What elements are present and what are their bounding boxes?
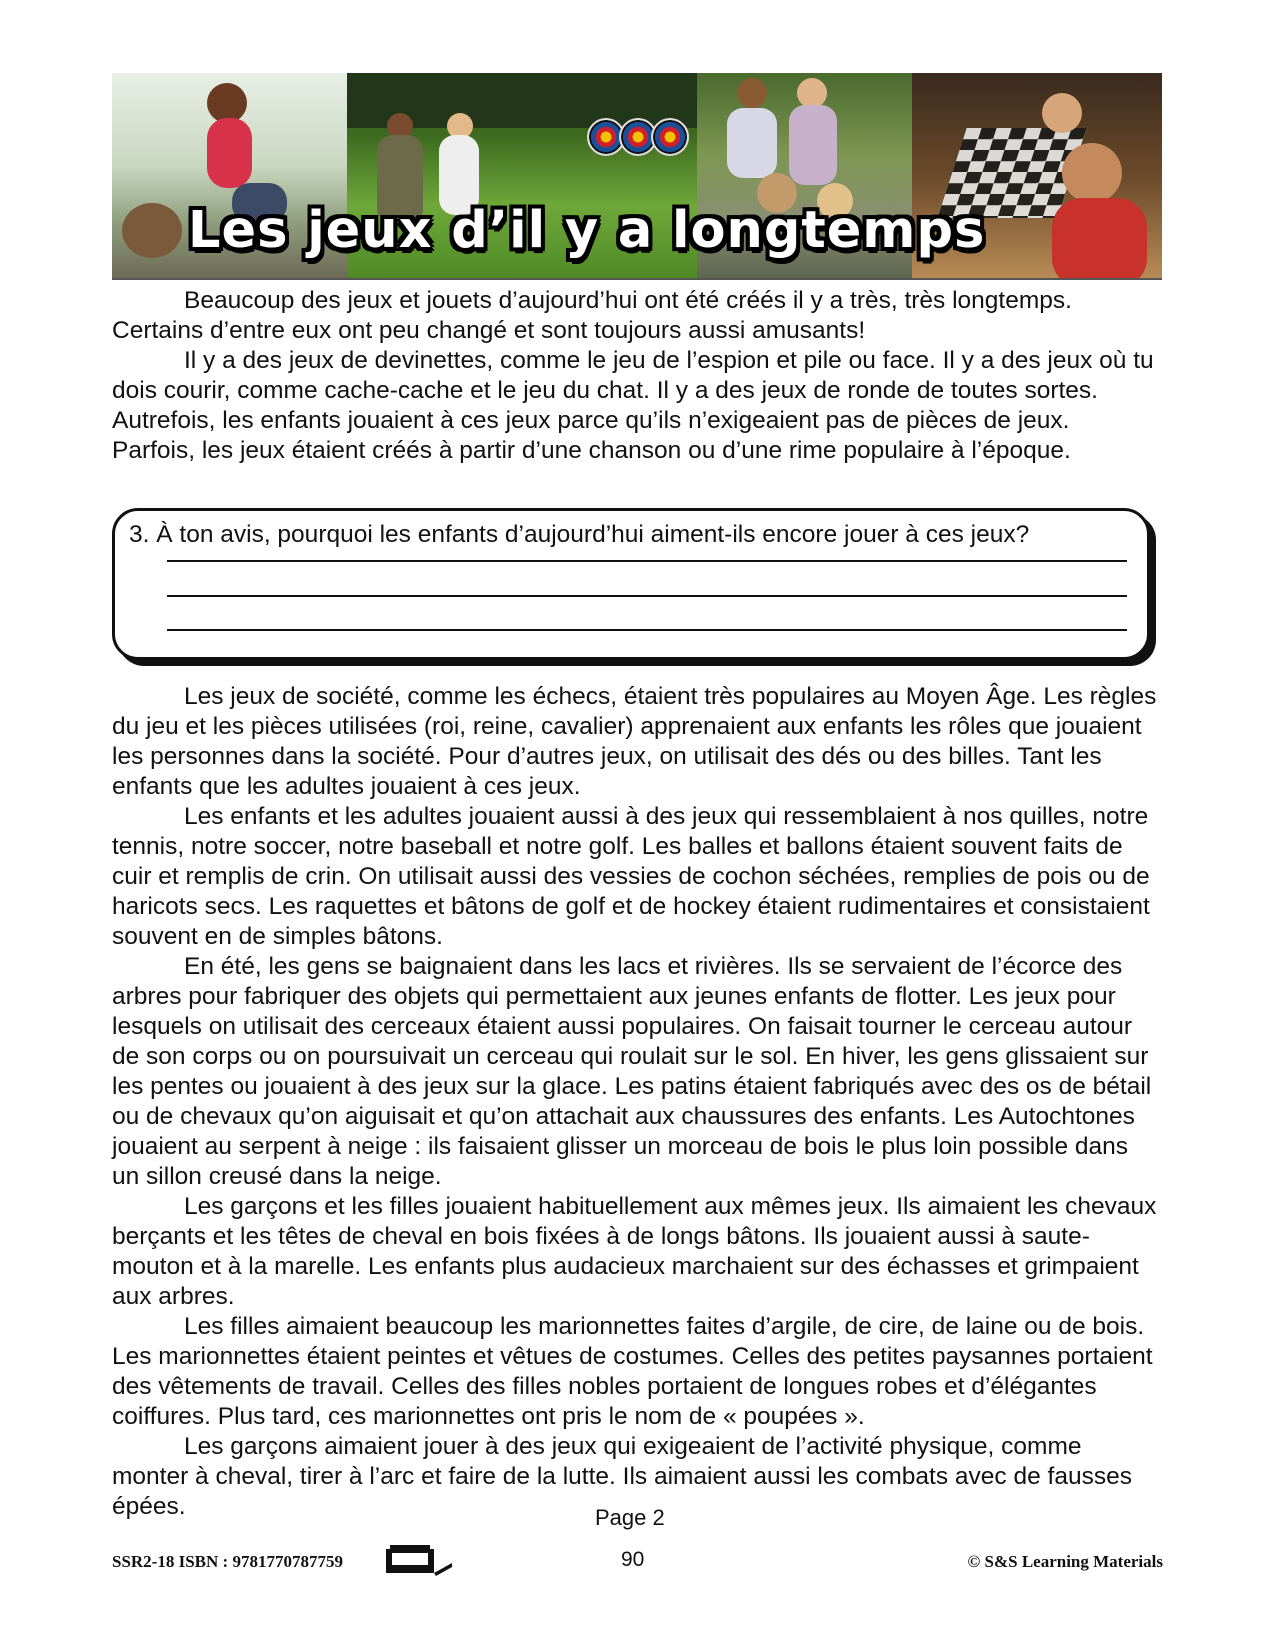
paragraph: Les enfants et les adultes jouaient aussi à des jeux qui ressemblaient à nos quilles, notre tennis, notre soccer, notre baseball et notre golf. Les balles et ballons étaient souvent faits de cuir et remplis de crin. On utilisait aussi des vessies de cochon séchées, remplies de pois ou de haricots secs. Les raquettes et bâtons de golf et de hockey étaient rudimentaires et consistaient souvent en de simples bâtons. — [112, 803, 1150, 950]
paragraph: Les jeux de société, comme les échecs, étaient très populaires au Moyen Âge. Les règles du jeu et les pièces utilisées (roi, reine, cavalier) apprenaient aux enfants les rôles que jouaient les personnes dans la société. Pour d’autres jeux, on utilisait des dés ou des billes. Tant les enfants que les adultes jouaient à ces jeux. — [112, 683, 1157, 800]
question-text: 3. À ton avis, pourquoi les enfants d’aujourd’hui aiment-ils encore jouer à ces jeux? — [129, 521, 1030, 548]
page-label: Page 2 — [595, 1505, 665, 1530]
intro-text — [112, 286, 1157, 466]
paragraph: Il y a des jeux de devinettes, comme le jeu de l’espion et pile ou face. Il y a des jeux où tu dois courir, comme cache-cache et le jeu du chat. Il y a des jeux de ronde de toutes sortes. Autrefois, les enfants jouaient à ces jeux parce qu’ils n’exigeaient pas de pièces de jeux. Parfois, les jeux étaient créés à partir d’une chanson ou d’une rime populaire à l’époque. — [112, 347, 1154, 464]
answer-line[interactable] — [167, 595, 1127, 597]
question-box — [112, 508, 1150, 660]
paragraph: Les garçons et les filles jouaient habituellement aux mêmes jeux. Ils aimaient les chevaux berçants et les têtes de cheval en bois fixées à de longs bâtons. Ils jouaient aussi à saute-mouton et à la marelle. Les enfants plus audacieux marchaient sur des échasses et grimpaient aux arbres. — [112, 1193, 1157, 1310]
footer-page-number: 90 — [621, 1548, 645, 1571]
answer-line[interactable] — [167, 629, 1127, 631]
answer-line[interactable] — [167, 560, 1127, 562]
header-banner — [112, 73, 1162, 280]
paragraph: Les filles aimaient beaucoup les marionnettes faites d’argile, de cire, de laine ou de bois. Les marionnettes étaient peintes et vêtues de costumes. Celles des petites paysannes portaient des vêtements de travail. Celles des filles nobles portaient de longues robes et d’élégantes coiffures. Plus tard, ces marionnettes ont pris le nom de « poupées ». — [112, 1313, 1153, 1430]
paragraph: Les garçons aimaient jouer à des jeux qui exigeaient de l’activité physique, comme monter à cheval, tirer à l’arc et faire de la lutte. Ils aimaient aussi les combats avec de fausses épées. — [112, 1433, 1132, 1520]
footer-isbn: SSR2-18 ISBN : 9781770787759 — [112, 1552, 343, 1571]
book-icon — [384, 1543, 454, 1577]
main-text — [112, 682, 1157, 1522]
page-title: Les jeux d’il y a longtemps — [188, 201, 986, 260]
paragraph: En été, les gens se baignaient dans les lacs et rivières. Ils se servaient de l’écorce des arbres pour fabriquer des objets qui permettaient aux jeunes enfants de flotter. Les jeux pour lesquels on utilisait des cerceaux étaient aussi populaires. On faisait tourner le cerceau autour de son corps ou on poursuivait un cerceau qui roulait sur le sol. En hiver, les gens glissaient sur les pentes ou jouaient à des jeux sur la glace. Les patins étaient fabriqués avec des os de bétail ou de chevaux qu’on aiguisait et qu’on attachait aux chaussures des enfants. Les Autochtones jouaient au serpent à neige : ils faisaient glisser un morceau de bois le plus loin possible dans un sillon creusé dans la neige. — [112, 953, 1152, 1190]
footer-copyright: © S&S Learning Materials — [967, 1552, 1163, 1571]
paragraph: Beaucoup des jeux et jouets d’aujourd’hui ont été créés il y a très, très longtemps. Certains d’entre eux ont peu changé et sont toujours aussi amusants! — [112, 287, 1072, 344]
